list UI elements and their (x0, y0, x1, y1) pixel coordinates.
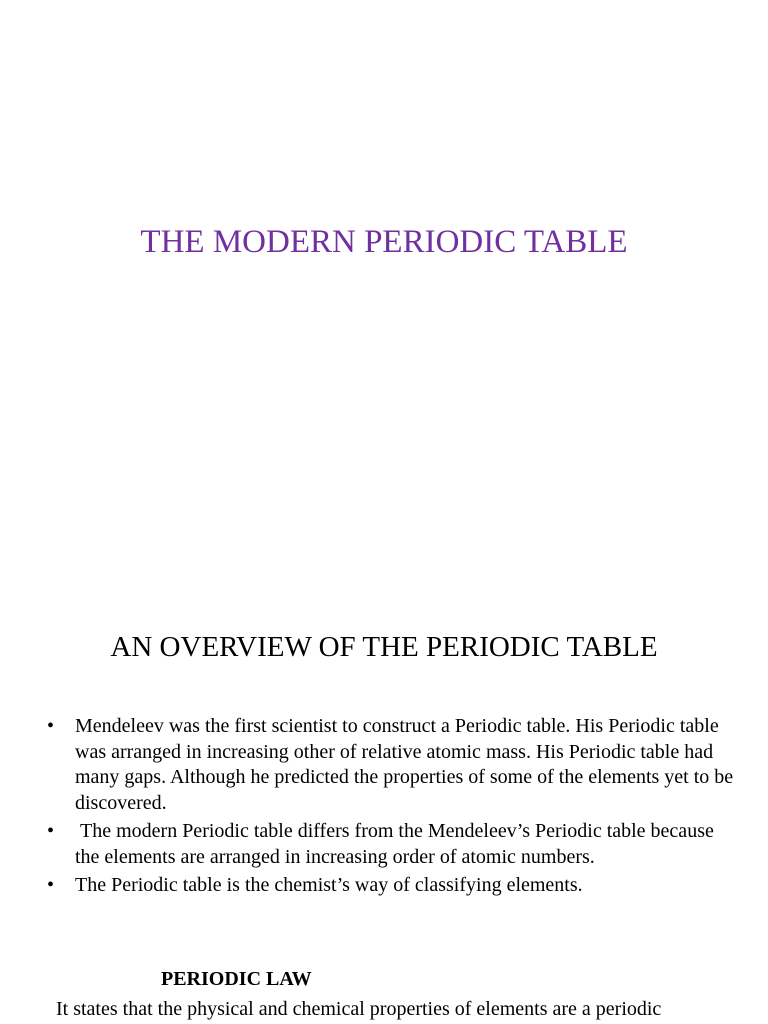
page-title: THE MODERN PERIODIC TABLE (140, 224, 628, 260)
list-item-text: The Periodic table is the chemist’s way of classifying elements. (75, 874, 583, 896)
bullet-marker: • (47, 820, 55, 842)
bullet-marker: • (47, 874, 55, 896)
list-item (47, 714, 737, 816)
bullet-list (47, 714, 737, 902)
list-item-text: Mendeleev was the first scientist to construct a Periodic table. His Periodic table was arranged in increasing other of relative atomic mass. His Periodic table had many gaps. Although he predicted the properties of some of the elements yet to be discovered. (75, 715, 734, 814)
list-item (47, 819, 737, 870)
law-heading: PERIODIC LAW (161, 968, 312, 990)
list-item-text: The modern Periodic table differs from the Mendeleev’s Periodic table because the elements are arranged in increasing order of atomic numbers. (75, 820, 719, 868)
list-item (47, 873, 737, 899)
bullet-marker: • (47, 715, 55, 737)
section-heading: AN OVERVIEW OF THE PERIODIC TABLE (110, 631, 658, 663)
law-text: It states that the physical and chemical properties of elements are a periodic (56, 998, 662, 1020)
